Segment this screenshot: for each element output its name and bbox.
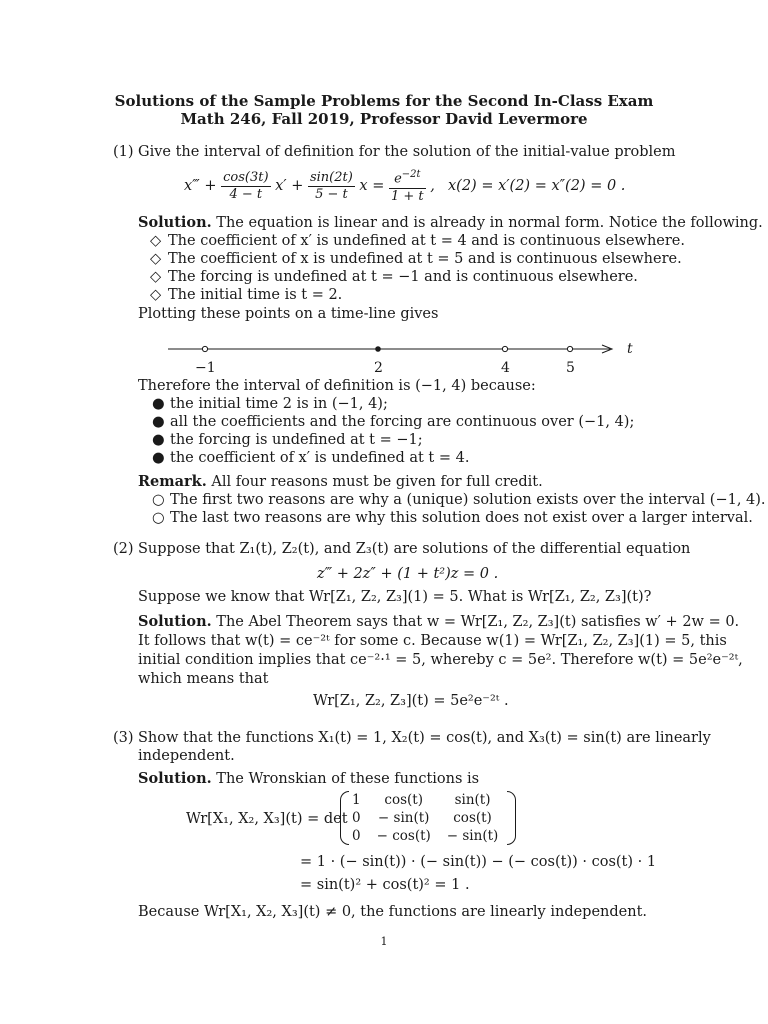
title-line-1: Solutions of the Sample Problems for the Second In-Class Exam	[114, 92, 654, 110]
eq-term-x1: x′ +	[275, 178, 304, 194]
problem-2-ode: z‴ + 2z″ + (1 + t²)z = 0 .	[317, 566, 499, 582]
title-line-2: Math 246, Fall 2019, Professor David Levermore	[180, 110, 588, 128]
matrix-row	[350, 791, 506, 809]
problem-3-number: (3)	[113, 730, 134, 746]
fraction-sin: $\frac{\sin(2t)}{5 - t}$	[309, 169, 353, 202]
solution-2-line-3: initial condition implies that ce⁻²·¹ = 5, whereby c = 5e². Therefore w(t) = 5e²e⁻²ᵗ,	[138, 652, 743, 668]
matrix-row	[350, 809, 506, 827]
solution-2-line-1: Solution. The Abel Theorem says that w = Wr[Z₁, Z₂, Z₃](t) satisfies w′ + 2w = 0.	[138, 613, 740, 630]
solution-3-intro: Solution. The Wronskian of these functions is	[138, 770, 480, 787]
matrix-cell: sin(t)	[454, 792, 491, 808]
axis-label-t: t	[627, 341, 633, 357]
wronskian-matrix	[340, 791, 516, 845]
plot-text: Plotting these points on a time-line gives	[138, 306, 439, 322]
eq-term-x0: x =	[359, 178, 385, 194]
tick-label-neg1: −1	[195, 360, 216, 376]
solution-2-result: Wr[Z₁, Z₂, Z₃](t) = 5e²e⁻²ᵗ .	[313, 693, 509, 709]
fraction-forcing: $\frac{e^{-2t}}{1 + t}$	[390, 169, 424, 204]
matrix-cell: 0	[352, 828, 361, 844]
problem-2-number: (2)	[113, 541, 134, 557]
tick-label-5: 5	[566, 360, 575, 376]
problem-2-question: Suppose we know that Wr[Z₁, Z₂, Z₃](1) = 5. What is Wr[Z₁, Z₂, Z₃](t)?	[138, 589, 652, 605]
matrix-cell: cos(t)	[453, 810, 492, 826]
problem-1-prompt: Give the interval of definition for the solution of the initial-value problem	[138, 144, 676, 160]
wronskian-step-1: = 1 · (− sin(t)) · (− sin(t)) − (− cos(t)) · cos(t) · 1	[300, 854, 657, 870]
tick-label-4: 4	[501, 360, 510, 376]
remark-line: Remark. All four reasons must be given for full credit.	[138, 473, 543, 490]
remark-item-1: ○ The first two reasons are why a (unique) solution exists over the interval (−1, 4).	[152, 492, 766, 508]
problem-1-equation: x‴ + $\frac{\cos(3t)}{4 - t}$ x′ + $\frac{\sin(2t)}{5 - t}$ x = $\frac{e^{-2t}}{1 + t}$ ,	[184, 169, 435, 204]
page-number: 1	[380, 935, 388, 948]
timeline	[160, 338, 640, 378]
problem-2-prompt: Suppose that Z₁(t), Z₂(t), and Z₃(t) are solutions of the differential equation	[138, 541, 691, 557]
reason-item-2: ● all the coefficients and the forcing are continuous over (−1, 4);	[152, 414, 635, 430]
tick-label-2: 2	[374, 360, 383, 376]
problem-1-number: (1)	[113, 144, 134, 160]
matrix-cell: − cos(t)	[376, 828, 431, 844]
eq-term-x3: x‴ +	[184, 178, 217, 194]
matrix-cell: − sin(t)	[446, 828, 499, 844]
open-point-4	[502, 346, 507, 351]
matrix-row	[350, 827, 506, 845]
diamond-item-4: ◇ The initial time is t = 2.	[150, 287, 343, 303]
matrix-cell: − sin(t)	[377, 810, 430, 826]
matrix-cell: 0	[352, 810, 361, 826]
problem-3-conclusion: Because Wr[X₁, X₂, X₃](t) ≠ 0, the functions are linearly independent.	[138, 904, 648, 920]
open-point-5	[567, 346, 572, 351]
reason-item-1: ● the initial time 2 is in (−1, 4);	[152, 396, 388, 412]
problem-3-prompt-line-1: Show that the functions X₁(t) = 1, X₂(t) = cos(t), and X₃(t) = sin(t) are linearly	[138, 730, 711, 746]
reason-item-4: ● the coefficient of x′ is undefined at t = 4.	[152, 450, 470, 466]
therefore-text: Therefore the interval of definition is (−1, 4) because:	[138, 378, 536, 394]
matrix-cell: cos(t)	[384, 792, 423, 808]
filled-point-2	[375, 346, 381, 352]
initial-conditions: x(2) = x′(2) = x″(2) = 0 .	[448, 178, 626, 194]
open-point-neg1	[202, 346, 207, 351]
diamond-item-2: ◇ The coefficient of x is undefined at t = 5 and is continuous elsewhere.	[150, 251, 682, 267]
wronskian-lhs: Wr[X₁, X₂, X₃](t) = det	[186, 811, 348, 827]
wronskian-step-2: = sin(t)² + cos(t)² = 1 .	[300, 877, 470, 893]
matrix-cell: 1	[352, 792, 361, 808]
fraction-cos: $\frac{\cos(3t)}{4 - t}$	[223, 169, 269, 202]
diamond-item-1: ◇ The coefficient of x′ is undefined at t = 4 and is continuous elsewhere.	[150, 233, 685, 249]
problem-3-prompt-line-2: independent.	[138, 748, 235, 764]
remark-item-2: ○ The last two reasons are why this solution does not exist over a larger interval.	[152, 510, 753, 526]
solution-2-line-4: which means that	[138, 671, 269, 687]
solution-1-intro: Solution. The equation is linear and is already in normal form. Notice the following.	[138, 214, 763, 231]
solution-2-line-2: It follows that w(t) = ce⁻²ᵗ for some c. Because w(1) = Wr[Z₁, Z₂, Z₃](1) = 5, this	[138, 633, 727, 649]
diamond-item-3: ◇ The forcing is undefined at t = −1 and is continuous elsewhere.	[150, 269, 638, 285]
reason-item-3: ● the forcing is undefined at t = −1;	[152, 432, 423, 448]
